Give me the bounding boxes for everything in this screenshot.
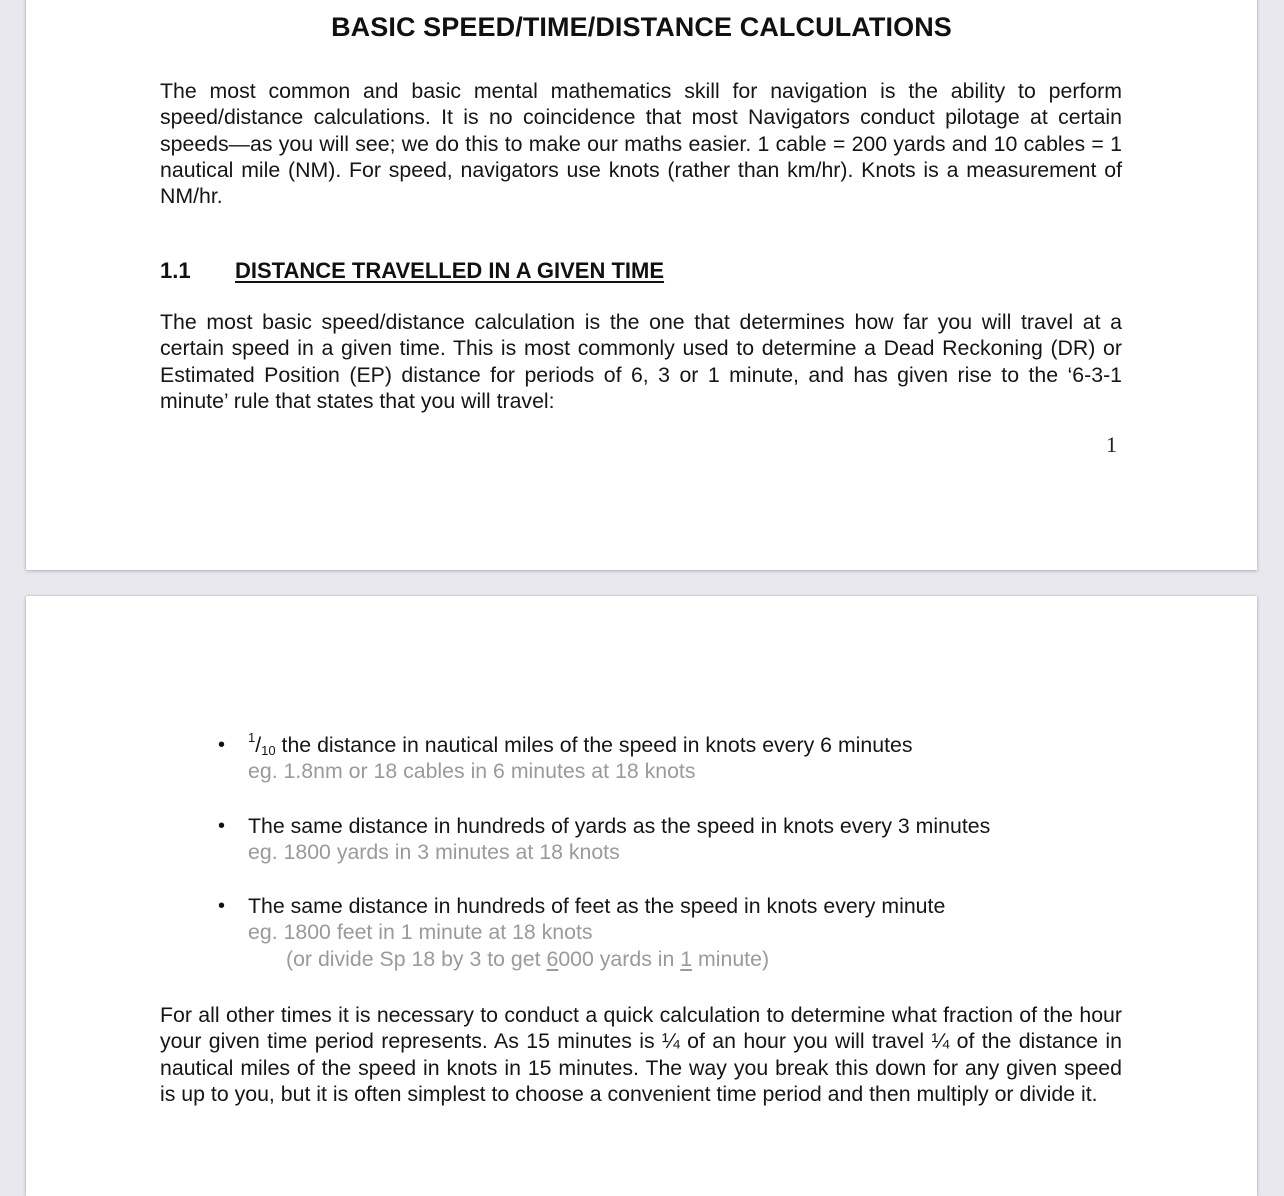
bullet-item-6-minutes [216, 732, 1116, 785]
document-page-2 [26, 596, 1257, 1196]
rule-bullet-list [216, 732, 1116, 1000]
bullet-icon: • [218, 814, 226, 837]
section-heading [160, 258, 664, 284]
underlined-digit: 6 [546, 946, 559, 971]
closing-paragraph: For all other times it is necessary to conduct a quick calculation to determine what fraction of the hour your given time period represents. As 15 minutes is ¼ of an hour you will travel ¼ of the distance in nautical miles of the speed in knots in 15 minutes. The way you break this down for any given speed is up to you, but it is often simplest to choose a convenient time period and then multiply or divide it. [160, 1003, 1122, 1106]
bullet-sub-example [248, 946, 1116, 972]
sub-example-text: (or divide Sp 18 by 3 to get [286, 946, 547, 971]
document-page-1 [26, 0, 1257, 570]
section-paragraph: The most basic speed/distance calculation is the one that determines how far you will travel at a certain speed in a given time. This is most commonly used to determine a Dead Reckoning (DR) or Estimated Position (EP) distance for periods of 6, 3 or 1 minute, and has given rise to the ‘6-3-1 minute’ rule that states that you will travel: [160, 310, 1122, 413]
bullet-icon: • [218, 895, 226, 918]
bullet-text: The same distance in hundreds of yards as the speed in knots every 3 minutes [248, 813, 991, 838]
intro-paragraph: The most common and basic mental mathematics skill for navigation is the ability to perform speed/distance calculations. It is no coincidence that most Navigators conduct pilotage at certain speeds—as you will see; we do this to make our maths easier. 1 cable = 200 yards and 10 cables = 1 nautical mile (NM). For speed, navigators use knots (rather than km/hr). Knots is a measurement of NM/hr. [160, 79, 1122, 209]
bullet-item-1-minute [216, 893, 1116, 972]
bullet-icon: • [218, 734, 226, 756]
bullet-text: $^1/_{10}$ the distance in nautical miles of the speed in knots every 6 minutes [248, 730, 913, 758]
fraction-numerator: 1 [248, 730, 256, 745]
sub-example-text: minute) [692, 946, 770, 971]
bullet-example: eg. 1800 feet in 1 minute at 18 knots [248, 920, 593, 945]
section-number: 1.1 [160, 258, 191, 283]
bullet-example: eg. 1800 yards in 3 minutes at 18 knots [248, 839, 620, 864]
page-title: BASIC SPEED/TIME/DISTANCE CALCULATIONS [331, 12, 952, 42]
section-title: DISTANCE TRAVELLED IN A GIVEN TIME [235, 258, 665, 283]
sub-example-text: 000 yards in [558, 946, 681, 971]
underlined-digit: 1 [680, 946, 693, 971]
bullet-item-3-minutes [216, 813, 1116, 866]
bullet-text: The same distance in hundreds of feet as the speed in knots every minute [248, 894, 946, 919]
bullet-text-body: the distance in nautical miles of the speed in knots every 6 minutes [275, 733, 913, 757]
bullet-example: eg. 1.8nm or 18 cables in 6 minutes at 18 knots [248, 759, 696, 784]
page-number: 1 [1106, 432, 1117, 457]
fraction-denominator: 10 [261, 743, 276, 758]
